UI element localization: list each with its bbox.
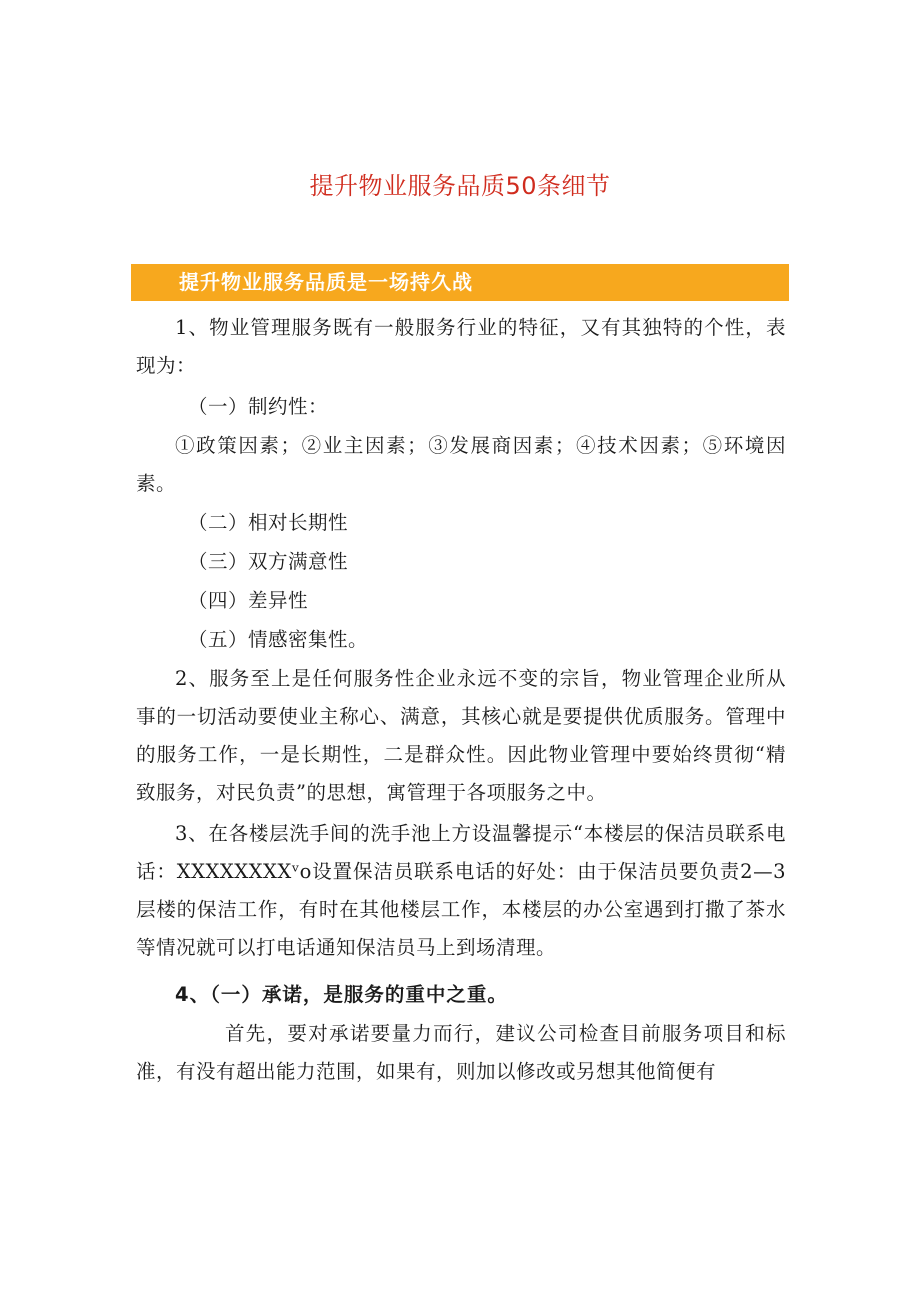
paragraph-1: 1、物业管理服务既有一般服务行业的特征，又有其独特的个性，表现为： [136,316,786,377]
paragraph-4-heading: 4、（一）承诺，是服务的重中之重。 [175,983,508,1006]
document-title: 提升物业服务品质50条细节 [309,172,611,200]
paragraph-2: 2、服务至上是任何服务性企业永远不变的宗旨，物业管理企业所从事的一切活动要使业主称心、满意，其核心就是要提供优质服务。管理中的服务工作，一是长期性，二是群众性。因此物业管理中要始终贯彻“精致服务，对民负责”的思想，寓管理于各项服务之中。 [136,667,786,804]
section-heading: 提升物业服务品质是一场持久战 [179,270,473,294]
paragraph-factors: ①政策因素；②业主因素；③发展商因素；④技术因素；⑤环境因素。 [136,434,786,495]
section-banner [131,264,789,301]
list-item-emotion: （五）情感密集性。 [188,628,369,651]
paragraph-4-body: 首先，要对承诺要量力而行，建议公司检查目前服务项目和标准，有没有超出能力范围，如果有，则加以修改或另想其他简便有 [136,1022,786,1083]
list-item-constraint: （一）制约性： [188,395,329,418]
list-item-mutual-satisfaction: （三）双方满意性 [188,550,349,573]
list-item-difference: （四）差异性 [188,589,309,612]
paragraph-3: 3、在各楼层洗手间的洗手池上方设温馨提示“本楼层的保洁员联系电话：XXXXXXXXᵛo设置保洁员联系电话的好处：由于保洁员要负责2—3层楼的保洁工作，有时在其他楼层工作，本楼层的办公室遇到打撒了茶水等情况就可以打电话通知保洁员马上到场清理。 [136,822,786,959]
list-item-long-term: （二）相对长期性 [188,511,349,534]
